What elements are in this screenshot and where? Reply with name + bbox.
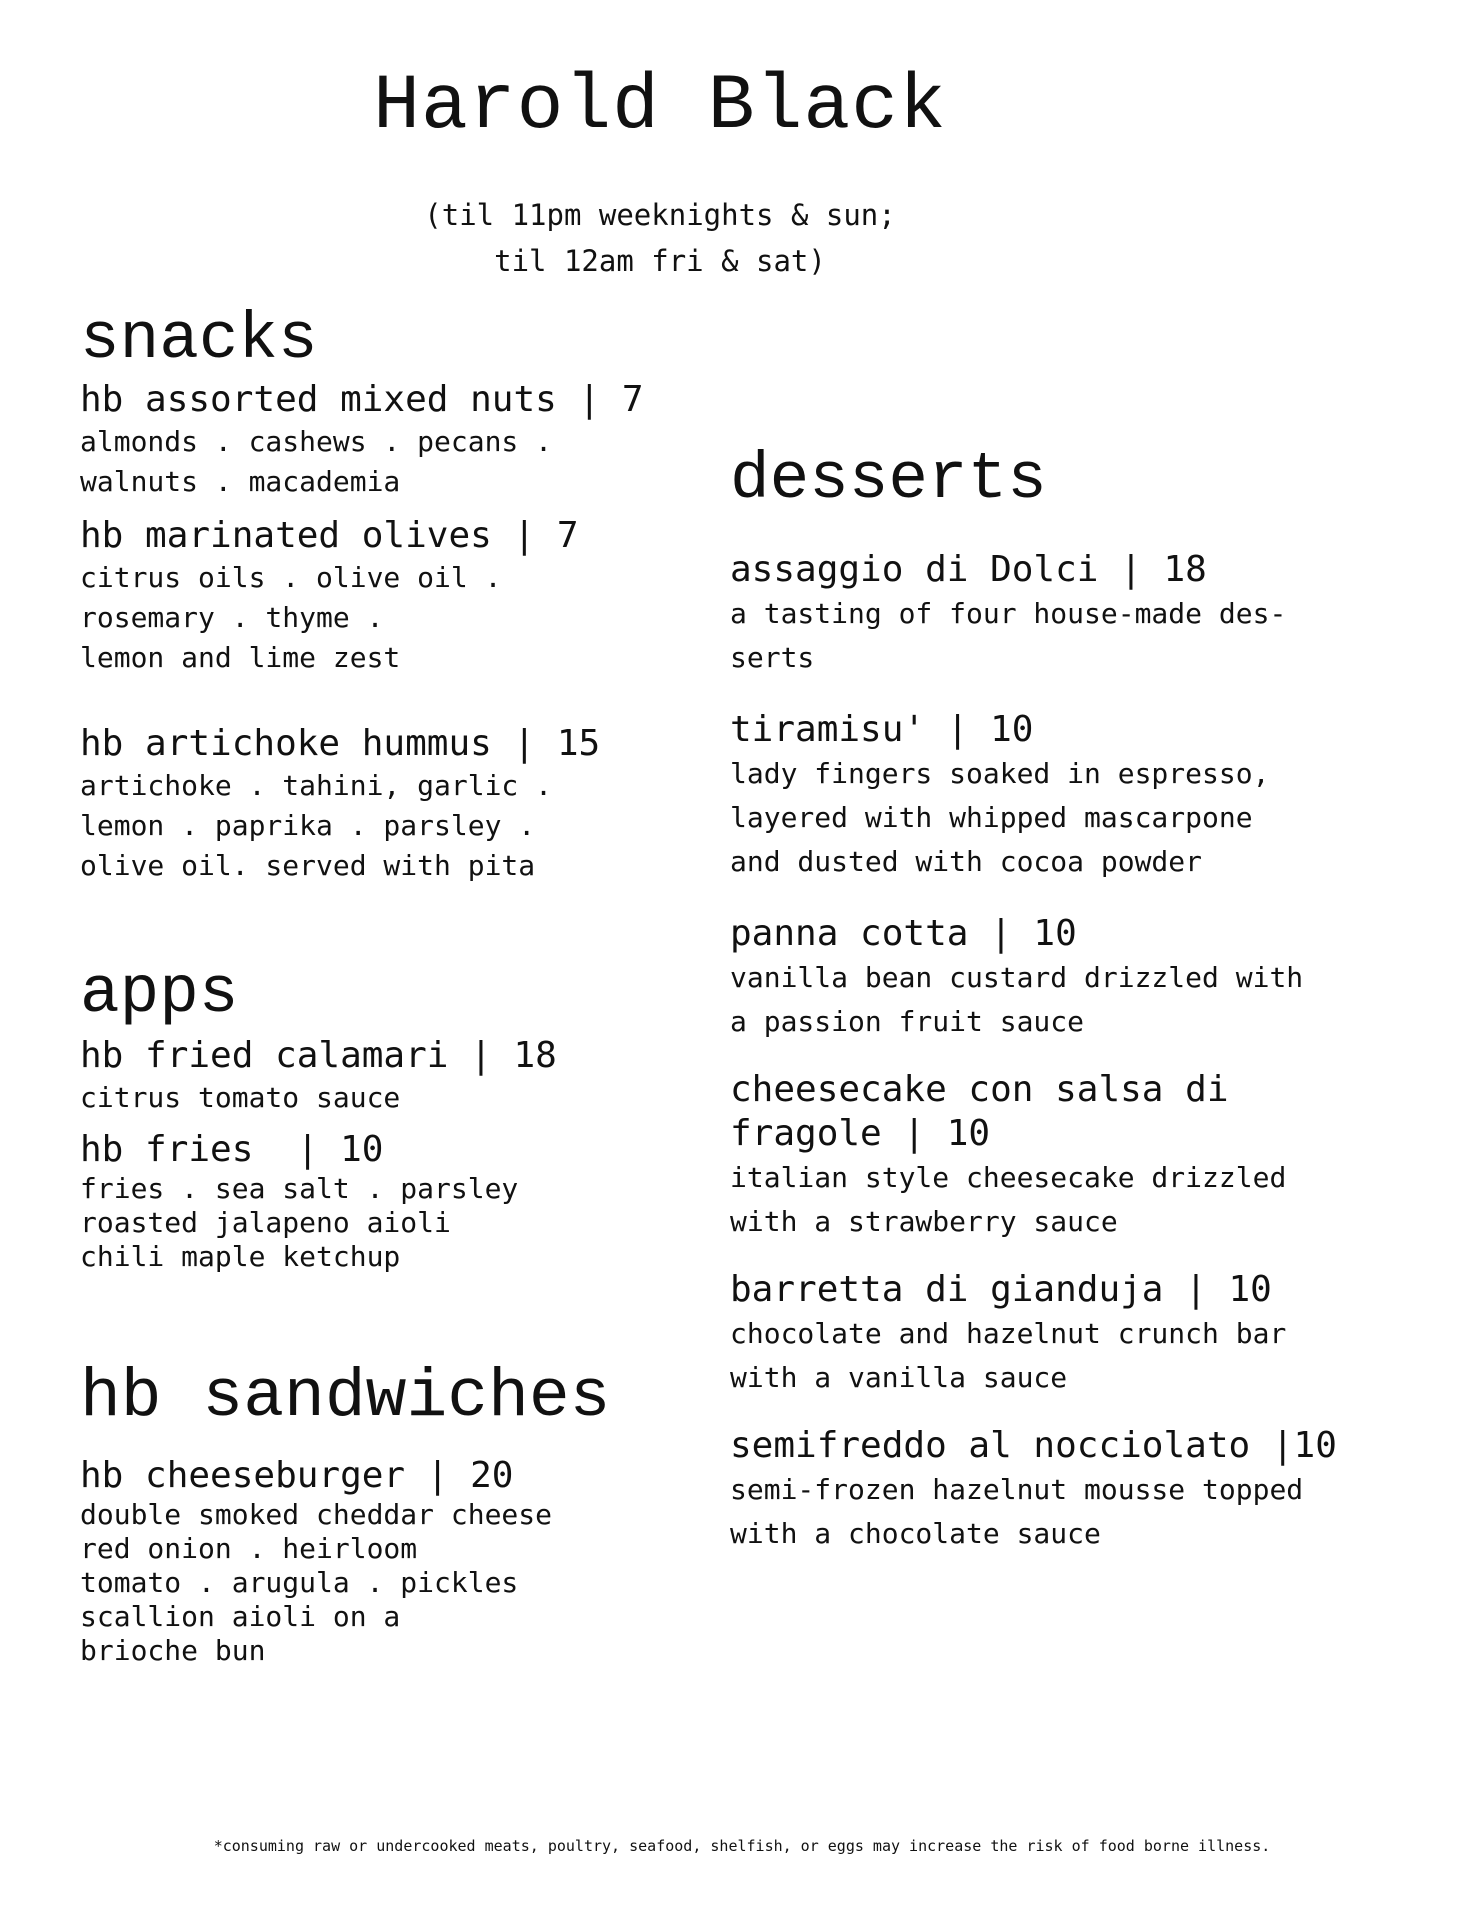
desc-line: double smoked cheddar cheese — [80, 1498, 553, 1531]
item-name: barretta di gianduja | 10 — [730, 1269, 1272, 1310]
menu-item — [80, 1454, 700, 1668]
menu-item — [80, 378, 700, 502]
section-title-desserts: desserts — [730, 442, 1047, 517]
section-title-sandwiches: hb sandwiches — [80, 1359, 611, 1436]
item-description — [730, 956, 1420, 1044]
item-description — [730, 752, 1420, 884]
item-description — [730, 1468, 1420, 1556]
menu-item — [730, 1424, 1420, 1556]
desc-line: walnuts . macademia — [80, 465, 401, 498]
item-description — [80, 558, 700, 678]
menu-item — [730, 1068, 1420, 1244]
menu-item — [80, 1034, 700, 1118]
menu-item — [730, 548, 1420, 680]
item-name: cheesecake con salsa di — [730, 1069, 1229, 1110]
item-name: hb cheeseburger | 20 — [80, 1455, 514, 1496]
item-description — [80, 766, 700, 886]
item-description — [80, 1172, 700, 1274]
item-description — [80, 1498, 700, 1668]
item-description — [80, 1078, 700, 1118]
desc-line: layered with whipped mascarpone — [730, 801, 1253, 834]
desc-line: a passion fruit sauce — [730, 1005, 1085, 1038]
desc-line: roasted jalapeno aioli — [80, 1206, 451, 1239]
desc-line: almonds . cashews . pecans . — [80, 425, 553, 458]
desc-line: a tasting of four house-made des- — [730, 597, 1287, 630]
item-description — [730, 1156, 1420, 1244]
desc-line: red onion . heirloom — [80, 1532, 418, 1565]
desc-line: lady fingers soaked in espresso, — [730, 757, 1270, 790]
item-name: hb fries | 10 — [80, 1129, 384, 1170]
desc-line: artichoke . tahini, garlic . — [80, 769, 553, 802]
section-title-apps: apps — [80, 956, 239, 1031]
item-description — [730, 1312, 1420, 1400]
desc-line: serts — [730, 641, 815, 674]
desc-line: semi-frozen hazelnut mousse topped — [730, 1473, 1304, 1506]
item-name: tiramisu' | 10 — [730, 709, 1034, 750]
hours-note — [0, 192, 1320, 284]
desc-line: vanilla bean custard drizzled with — [730, 961, 1304, 994]
desc-line: citrus oils . olive oil . — [80, 561, 502, 594]
item-name: fragole | 10 — [730, 1113, 991, 1154]
desc-line: citrus tomato sauce — [80, 1081, 401, 1114]
desc-line: lemon . paprika . parsley . — [80, 809, 536, 842]
desc-line: chili maple ketchup — [80, 1240, 401, 1273]
item-description — [80, 422, 700, 502]
desc-line: and dusted with cocoa powder — [730, 845, 1203, 878]
section-title-snacks: snacks — [80, 302, 318, 377]
desc-line: with a vanilla sauce — [730, 1361, 1068, 1394]
left-column — [80, 300, 700, 1668]
desc-line: lemon and lime zest — [80, 641, 401, 674]
item-name: hb assorted mixed nuts | 7 — [80, 379, 644, 420]
desc-line: chocolate and hazelnut crunch bar — [730, 1317, 1287, 1350]
item-description — [730, 592, 1420, 680]
menu-item — [730, 1268, 1420, 1400]
desc-line: olive oil. served with pita — [80, 849, 536, 882]
desc-line: italian style cheesecake drizzled — [730, 1161, 1287, 1194]
item-name: panna cotta | 10 — [730, 913, 1077, 954]
menu-item — [730, 912, 1420, 1044]
item-name: hb marinated olives | 7 — [80, 515, 579, 556]
desc-line: with a chocolate sauce — [730, 1517, 1101, 1550]
menu-item — [80, 722, 700, 886]
desc-line: with a strawberry sauce — [730, 1205, 1118, 1238]
item-name: semifreddo al nocciolato |10 — [730, 1425, 1337, 1466]
restaurant-title: Harold Black — [373, 63, 947, 151]
item-name: hb fried calamari | 18 — [80, 1035, 557, 1076]
desc-line: scallion aioli on a — [80, 1600, 401, 1633]
menu-item — [80, 1128, 700, 1274]
hours-line: til 12am fri & sat) — [494, 244, 826, 278]
food-safety-disclaimer: *consuming raw or undercooked meats, poultry, seafood, shelfish, or eggs may increase the risk of food borne illness. — [213, 1837, 1271, 1855]
menu-item — [730, 708, 1420, 884]
desc-line: brioche bun — [80, 1634, 266, 1667]
hours-line: (til 11pm weeknights & sun; — [424, 198, 896, 232]
item-name: hb artichoke hummus | 15 — [80, 723, 601, 764]
item-name: assaggio di Dolci | 18 — [730, 549, 1207, 590]
desc-line: rosemary . thyme . — [80, 601, 384, 634]
menu-item — [80, 514, 700, 678]
desc-line: tomato . arugula . pickles — [80, 1566, 519, 1599]
right-column — [730, 440, 1420, 1556]
desc-line: fries . sea salt . parsley — [80, 1172, 519, 1205]
